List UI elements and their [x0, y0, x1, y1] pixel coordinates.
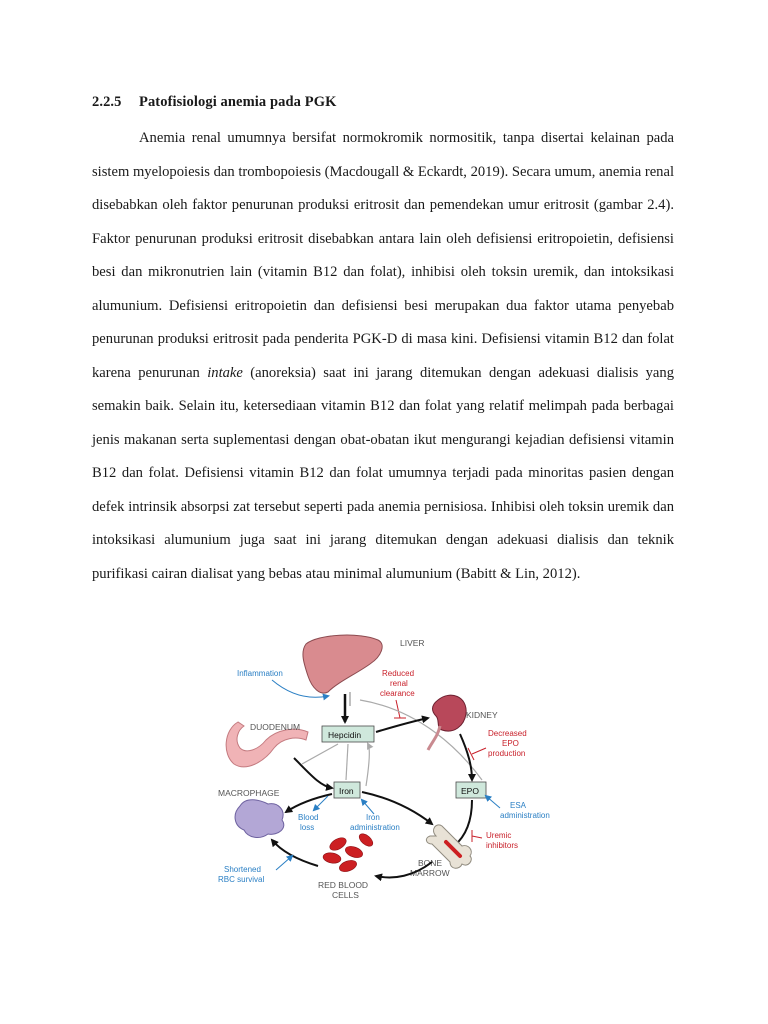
- kidney-to-epo-arrow: [460, 734, 472, 780]
- paragraph-text-2: (anoreksia) saat ini jarang ditemukan dengan adekuasi dialisis yang semakin baik. Selain itu, ketersediaan vitamin B12 dan folat yang relatif melimpah pada berbagai jenis makanan serta suplementasi dengan obat-obatan ikut mengurangi kejadian defisiensi vitamin B12 dan folat. Defisiensi vitamin B12 dan folat umumnya terjadi pada minoritas pasien dengan defek intrinsik absorpsi zat tersebut seperti pada anemia pernisiosa. Inhibisi oleh toksin uremik dan intoksikasi alumunium juga saat ini jarang ditemukan dengan adekuasi dialisis dan teknik purifikasi cairan dialisat yang bebas atau minimal alumunium (Babitt & Lin, 2012).: [92, 364, 674, 582]
- figure-diagram: [210, 630, 566, 910]
- rbc-to-macrophage-arrow: [272, 840, 318, 866]
- inflammation-label: Inflammation: [237, 669, 283, 678]
- duodenum-label: DUODENUM: [250, 722, 301, 732]
- esa-arrow: [486, 796, 500, 808]
- rbc-line1: RED BLOOD: [318, 880, 369, 890]
- bone-marrow-line1: BONE: [418, 858, 443, 868]
- decreased-epo-line1: Decreased: [488, 729, 527, 738]
- kidney-label: KIDNEY: [466, 710, 498, 720]
- duodenum-to-iron-arrow: [294, 758, 332, 788]
- reduced-clearance-line1: Reduced: [382, 669, 415, 678]
- paragraph-italic-term: intake: [207, 364, 243, 381]
- decreased-epo-line2: EPO: [502, 739, 519, 748]
- iron-administration-line1: Iron: [366, 813, 380, 822]
- iron-feedback-line: [366, 744, 369, 786]
- reduced-clearance-line3: clearance: [380, 689, 415, 698]
- iron-label: Iron: [339, 786, 354, 796]
- iron-administration-arrow: [362, 800, 374, 814]
- kidney-ureter: [428, 726, 440, 750]
- hepcidin-to-kidney-arrow: [376, 718, 428, 732]
- section-number: 2.2.5: [92, 94, 122, 110]
- decreased-epo-inhibit: [468, 748, 486, 760]
- uremic-inhibit: [472, 830, 482, 842]
- bone-marrow-line2: MARROW: [410, 868, 450, 878]
- section-title: Patofisiologi anemia pada PGK: [139, 94, 337, 110]
- liver-label: LIVER: [400, 638, 425, 648]
- hepcidin-to-iron-line: [302, 744, 338, 764]
- liver-icon: [303, 635, 382, 693]
- uremic-line2: inhibitors: [486, 841, 519, 850]
- iron-administration-line2: administration: [350, 823, 400, 832]
- kidney-icon: [433, 695, 467, 731]
- shortened-line1: Shortened: [224, 865, 261, 874]
- shortened-survival-arrow: [276, 856, 292, 870]
- uremic-line1: Uremic: [486, 831, 512, 840]
- macrophage-icon: [235, 800, 284, 838]
- hepcidin-to-iron-line2: [346, 744, 348, 780]
- esa-line1: ESA: [510, 801, 527, 810]
- anemia-pathophysiology-figure: [210, 630, 566, 910]
- paragraph-text-1: Anemia renal umumnya bersifat normokromik normositik, tanpa disertai kelainan pada sistem myelopoiesis dan trombopoiesis (Macdougall & Eckardt, 2019). Secara umum, anemia renal disebabkan oleh faktor penurunan produksi eritrosit dan pemendekan umur eritrosit (gambar 2.4). Faktor penurunan produksi eritrosit disebabkan antara lain oleh defisiensi eritropoietin, defisiensi besi dan mikronutrien lain (vitamin B12 dan folat), inhibisi oleh toksin uremik, dan intoksikasi alumunium. Defisiensi eritropoietin dan defisiensi besi merupakan dua faktor utama penyebab penurunan produksi eritrosit pada penderita PGK-D di masa kini. Defisiensi vitamin B12 dan folat karena penurunan: [92, 130, 674, 381]
- epo-label: EPO: [461, 786, 479, 796]
- hepcidin-label: Hepcidin: [328, 730, 362, 740]
- iron-to-macrophage-arrow: [286, 794, 332, 812]
- reduced-clearance-inhibit: [394, 700, 406, 718]
- esa-line2: administration: [500, 811, 550, 820]
- body-paragraph: [92, 122, 674, 591]
- red-blood-cells-icon: [322, 831, 375, 873]
- reduced-clearance-line2: renal: [390, 679, 408, 688]
- blood-loss-line2: loss: [300, 823, 315, 832]
- decreased-epo-line3: production: [488, 749, 526, 758]
- section-heading: [92, 94, 336, 111]
- rbc-line2: CELLS: [332, 890, 359, 900]
- blood-loss-line1: Blood: [298, 813, 319, 822]
- shortened-line2: RBC survival: [218, 875, 265, 884]
- macrophage-label: MACROPHAGE: [218, 788, 280, 798]
- epo-to-marrow-arrow: [454, 800, 472, 846]
